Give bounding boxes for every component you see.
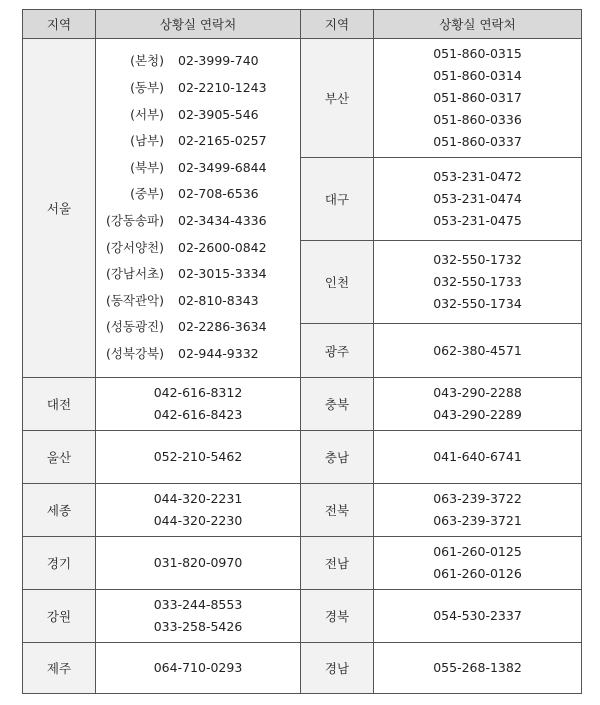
region-cell: 울산 <box>23 431 96 484</box>
table-row <box>23 431 582 484</box>
contact-cell <box>374 378 582 431</box>
table-row <box>23 643 582 694</box>
contact-cell <box>374 484 582 537</box>
region-cell: 경남 <box>301 643 374 694</box>
region-cell: 세종 <box>23 484 96 537</box>
seoul-entry <box>96 155 300 182</box>
region-cell: 대전 <box>23 378 96 431</box>
seoul-entry <box>96 288 300 315</box>
phone-number: 02-2286-3634 <box>178 319 267 335</box>
phone-number: 02-3434-4336 <box>178 213 267 228</box>
phone-number: 051-860-0317 <box>433 90 522 105</box>
contact-cell <box>374 537 582 590</box>
table-row <box>23 484 582 537</box>
contact-cell <box>96 590 301 643</box>
seoul-contacts <box>96 39 301 378</box>
phone-number: 033-244-8553 <box>153 597 243 612</box>
table-row <box>23 39 582 158</box>
phone-number: 063-239-3722 <box>433 491 522 506</box>
phone-number: 044-320-2231 <box>153 491 243 506</box>
contact-cell <box>96 643 301 694</box>
seoul-entry <box>96 261 300 288</box>
region-cell: 부산 <box>301 39 374 158</box>
phone-number: 032-550-1732 <box>433 252 522 267</box>
region-cell: 경기 <box>23 537 96 590</box>
district-label: (서부) <box>130 106 164 122</box>
contact-cell <box>374 241 582 324</box>
contact-table <box>22 9 582 694</box>
district-label: (본청) <box>130 53 164 69</box>
district-label: (중부) <box>130 186 164 202</box>
header-region-right: 지역 <box>301 10 374 39</box>
seoul-entry <box>96 102 300 129</box>
phone-number: 032-550-1733 <box>433 274 522 289</box>
phone-number: 02-3015-3334 <box>178 266 267 282</box>
contact-cell <box>374 643 582 694</box>
seoul-entry <box>96 208 300 235</box>
phone-number: 02-2165-0257 <box>178 133 267 149</box>
region-cell: 충북 <box>301 378 374 431</box>
phone-number: 042-616-8423 <box>153 407 243 422</box>
seoul-entry <box>96 341 300 368</box>
contact-cell <box>374 39 582 158</box>
phone-number: 02-3999-740 <box>178 53 259 69</box>
district-label: (동부) <box>130 80 164 96</box>
phone-number: 02-3499-6844 <box>178 159 267 175</box>
contact-cell <box>374 324 582 378</box>
region-cell: 강원 <box>23 590 96 643</box>
phone-number: 02-3905-546 <box>178 106 259 122</box>
seoul-entry <box>96 128 300 155</box>
region-cell: 충남 <box>301 431 374 484</box>
contact-cell <box>96 378 301 431</box>
table-row <box>23 378 582 431</box>
phone-number: 064-710-0293 <box>153 660 243 675</box>
phone-number: 02-2600-0842 <box>178 239 267 255</box>
contact-cell <box>96 537 301 590</box>
phone-number: 051-860-0315 <box>433 46 522 61</box>
region-cell: 경북 <box>301 590 374 643</box>
phone-number: 062-380-4571 <box>433 342 522 358</box>
header-contact-left: 상황실 연락처 <box>96 10 301 39</box>
phone-number: 061-260-0125 <box>433 544 522 559</box>
contact-cell <box>374 431 582 484</box>
region-cell: 광주 <box>301 324 374 378</box>
phone-number: 063-239-3721 <box>433 513 522 528</box>
table-row <box>23 537 582 590</box>
phone-number: 02-944-9332 <box>178 345 259 361</box>
region-cell: 서울 <box>23 39 96 378</box>
phone-number: 032-550-1734 <box>433 296 522 311</box>
district-label: (강남서초) <box>105 266 164 282</box>
region-cell: 전남 <box>301 537 374 590</box>
phone-number: 051-860-0337 <box>433 134 522 149</box>
district-label: (동작관악) <box>105 292 164 308</box>
phone-number: 053-231-0475 <box>433 213 522 228</box>
header-contact-right: 상황실 연락처 <box>374 10 582 39</box>
phone-number: 044-320-2230 <box>153 513 243 528</box>
seoul-list <box>96 48 300 367</box>
header-row <box>23 10 582 39</box>
seoul-entry <box>96 314 300 341</box>
district-label: (성동광진) <box>105 319 164 335</box>
phone-number: 042-616-8312 <box>153 385 243 400</box>
district-label: (강동송파) <box>105 213 164 228</box>
district-label: (북부) <box>130 159 164 175</box>
phone-number: 043-290-2288 <box>433 385 522 400</box>
contact-cell <box>96 484 301 537</box>
phone-number: 043-290-2289 <box>433 407 522 422</box>
seoul-entry <box>96 48 300 75</box>
phone-number: 061-260-0126 <box>433 566 522 581</box>
phone-number: 054-530-2337 <box>433 608 522 623</box>
phone-number: 031-820-0970 <box>153 555 243 570</box>
phone-number: 052-210-5462 <box>153 449 243 464</box>
contact-cell <box>374 158 582 241</box>
phone-number: 055-268-1382 <box>433 660 522 675</box>
phone-number: 053-231-0472 <box>433 169 522 184</box>
contact-cell <box>96 431 301 484</box>
table-row <box>23 590 582 643</box>
district-label: (강서양천) <box>105 239 164 255</box>
phone-number: 051-860-0336 <box>433 112 522 127</box>
region-cell: 대구 <box>301 158 374 241</box>
phone-number: 053-231-0474 <box>433 191 522 206</box>
contact-cell <box>374 590 582 643</box>
phone-number: 02-810-8343 <box>178 292 259 308</box>
district-label: (남부) <box>130 133 164 149</box>
region-cell: 전북 <box>301 484 374 537</box>
phone-number: 033-258-5426 <box>153 619 243 634</box>
phone-number: 02-2210-1243 <box>178 80 267 96</box>
phone-number: 041-640-6741 <box>433 449 522 464</box>
region-cell: 인천 <box>301 241 374 324</box>
seoul-entry <box>96 181 300 208</box>
seoul-entry <box>96 235 300 262</box>
district-label: (성북강북) <box>105 345 164 361</box>
region-cell: 제주 <box>23 643 96 694</box>
phone-number: 051-860-0314 <box>433 68 522 83</box>
header-region-left: 지역 <box>23 10 96 39</box>
seoul-entry <box>96 75 300 102</box>
phone-number: 02-708-6536 <box>178 186 259 202</box>
